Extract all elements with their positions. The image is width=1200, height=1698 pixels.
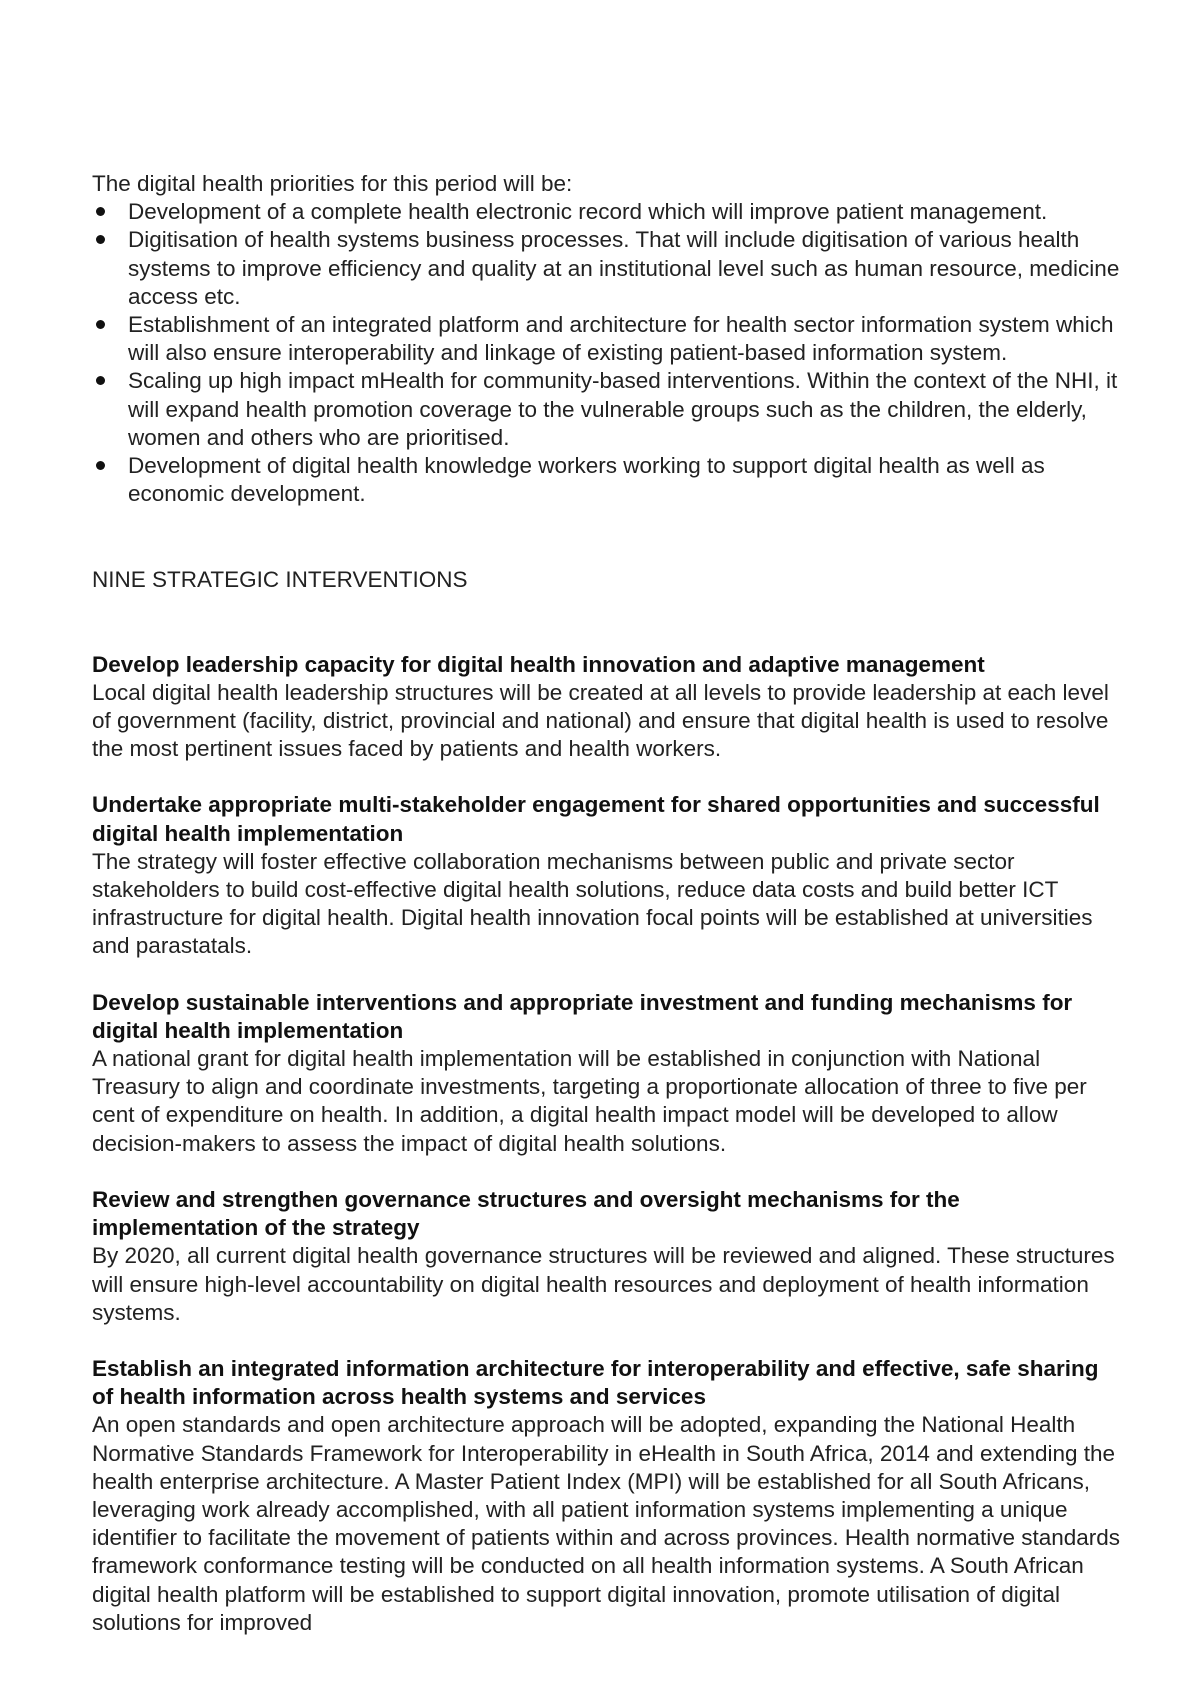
intervention-title: Establish an integrated information architecture for interoperability and effective, safe sharing of health information across health systems and services xyxy=(92,1355,1099,1410)
intervention-body: Local digital health leadership structures will be created at all levels to provide leadership at each level of government (facility, district, provincial and national) and ensure that digital health is used to resolve the most pertinent issues faced by patients and health workers. xyxy=(92,679,1109,762)
priorities-intro: The digital health priorities for this period will be: xyxy=(92,171,573,196)
intervention-body: The strategy will foster effective collaboration mechanisms between public and private sector stakeholders to build cost-effective digital health solutions, reduce data costs and build better ICT infrastructure for digital health. Digital health innovation focal points will be established at universities and parastatals. xyxy=(92,848,1093,959)
intervention-body: By 2020, all current digital health governance structures will be reviewed and aligned. These structures will ensure high-level accountability on digital health resources and deployment of health information systems. xyxy=(92,1243,1115,1325)
intervention-body: An open standards and open architecture approach will be adopted, expanding the National Health Normative Standards Framework for Interoperability in eHealth in South Africa, 2014 and extending the health enterprise architecture. A Master Patient Index (MPI) will be established for all South Africans, leveraging work already accomplished, with all patient information systems implementing a unique identifier to facilitate the movement of patients within and across provinces. Health normative standards framework conformance testing will be conducted on all health information systems. A South African digital health platform will be established to support digital innovation, promote utilisation of digital solutions for improved xyxy=(92,1412,1121,1635)
intervention-title: Undertake appropriate multi-stakeholder engagement for shared opportunities and successful digital health implementation xyxy=(92,792,1100,846)
priority-item: Scaling up high impact mHealth for community-based interventions. Within the context of the NHI, it will expand health promotion coverage to the vulnerable groups such as the children, the elderly, women and others who are prioritised. xyxy=(128,367,1122,452)
intervention-governance xyxy=(92,1186,1122,1327)
intervention-funding xyxy=(92,989,1122,1158)
intervention-stakeholder xyxy=(92,791,1122,960)
intervention-title: Develop leadership capacity for digital health innovation and adaptive management xyxy=(92,651,985,677)
intervention-architecture xyxy=(92,1355,1122,1637)
intervention-body: A national grant for digital health implementation will be established in conjunction with National Treasury to align and coordinate investments, targeting a proportionate allocation of three to five per cent of expenditure on health. In addition, a digital health impact model will be developed to allow decision-makers to assess the impact of digital health solutions. xyxy=(92,1046,1087,1156)
document-page xyxy=(92,170,1122,1637)
priority-item: Establishment of an integrated platform and architecture for health sector information system which will also ensure interoperability and linkage of existing patient-based information system. xyxy=(128,311,1122,367)
section-heading: NINE STRATEGIC INTERVENTIONS xyxy=(92,567,468,593)
intervention-leadership xyxy=(92,651,1122,764)
priorities-list xyxy=(92,198,1122,508)
priority-item: Development of digital health knowledge workers working to support digital health as well as economic development. xyxy=(128,452,1122,508)
intervention-title: Develop sustainable interventions and appropriate investment and funding mechanisms for digital health implementation xyxy=(92,989,1073,1043)
priority-item: Development of a complete health electronic record which will improve patient management. xyxy=(128,198,1122,226)
intervention-title: Review and strengthen governance structures and oversight mechanisms for the implementation of the strategy xyxy=(92,1186,960,1241)
priority-item: Digitisation of health systems business processes. That will include digitisation of various health systems to improve efficiency and quality at an institutional level such as human resource, medicine access etc. xyxy=(128,226,1122,311)
